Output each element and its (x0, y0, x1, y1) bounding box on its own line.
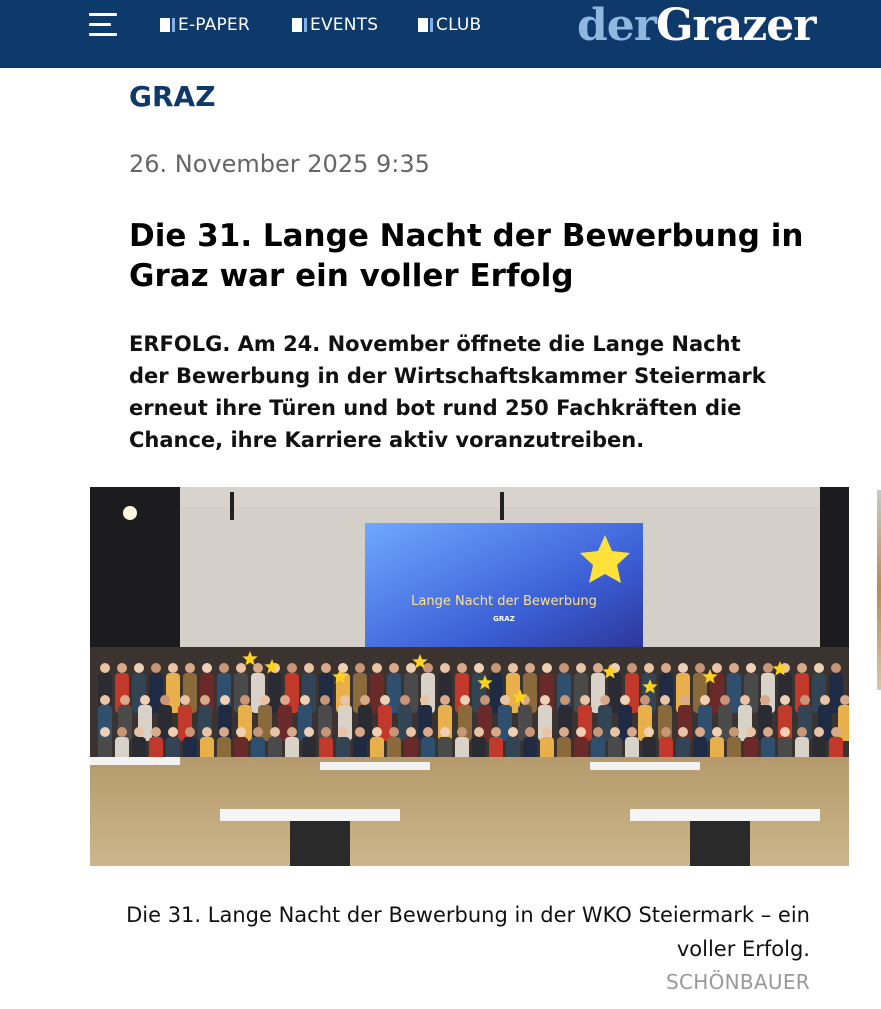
person-head (120, 695, 130, 705)
person-head (457, 727, 467, 737)
person-head (800, 695, 810, 705)
nav-link-label: EVENTS (310, 15, 379, 35)
nav-link-label: CLUB (436, 15, 482, 35)
photo-credit: SCHÖNBAUER (666, 970, 810, 994)
person-head (117, 727, 127, 737)
person-head (678, 727, 688, 737)
adjacent-image-edge (877, 490, 881, 690)
person-head (240, 695, 250, 705)
person-head (236, 663, 246, 673)
person-head (304, 727, 314, 737)
person-head (720, 695, 730, 705)
person-head (678, 663, 688, 673)
newspaper-icon (292, 18, 306, 32)
person-head (740, 695, 750, 705)
newspaper-icon (160, 18, 174, 32)
person-head (160, 695, 170, 705)
person-head (712, 727, 722, 737)
person-head (695, 727, 705, 737)
person-head (593, 663, 603, 673)
nav-link-club[interactable] (418, 13, 481, 37)
person-head (474, 727, 484, 737)
article-photo[interactable] (90, 487, 849, 866)
article-date: 26. November 2025 9:35 (129, 150, 430, 178)
person-head (219, 727, 229, 737)
person-head (559, 663, 569, 673)
person-head (200, 695, 210, 705)
person-head (797, 663, 807, 673)
person-head (236, 727, 246, 737)
person-head (540, 695, 550, 705)
person-head (610, 727, 620, 737)
person-head (372, 663, 382, 673)
section-label[interactable]: GRAZ (129, 80, 216, 113)
person-head (100, 695, 110, 705)
newspaper-icon (418, 18, 432, 32)
person-head (400, 695, 410, 705)
person-head (460, 695, 470, 705)
person-head (100, 727, 110, 737)
person-head (620, 695, 630, 705)
person-head (700, 695, 710, 705)
nav-link-epaper[interactable] (160, 13, 250, 37)
person-head (814, 663, 824, 673)
article-title: Die 31. Lange Nacht der Bewerbung in Graz war ein voller Erfolg (129, 218, 804, 294)
person-head (640, 695, 650, 705)
person-head (491, 663, 501, 673)
person-head (729, 663, 739, 673)
person-head (580, 695, 590, 705)
person-head (140, 695, 150, 705)
nav-link-label: E-PAPER (178, 15, 250, 35)
person-head (760, 695, 770, 705)
person-head (389, 727, 399, 737)
person-head (457, 663, 467, 673)
person-head (202, 727, 212, 737)
person-head (287, 727, 297, 737)
person-head (831, 727, 841, 737)
person-head (360, 695, 370, 705)
person-head (134, 663, 144, 673)
person-head (474, 663, 484, 673)
person-head (423, 727, 433, 737)
person-head (559, 727, 569, 737)
person-head (440, 727, 450, 737)
person-head (320, 695, 330, 705)
article-lead: ERFOLG. Am 24. November öffnete die Lange Nacht der Bewerbung in der Wirtschaftskammer Steiermark erneut ihre Türen und bot rund 250 Fachkräften die Chance, ihre Karriere aktiv voranzutreiben. (129, 332, 766, 452)
person-head (440, 695, 450, 705)
image-caption: Die 31. Lange Nacht der Bewerbung in der WKO Steiermark – ein voller Erfolg. (126, 903, 810, 961)
hamburger-menu-icon[interactable] (89, 13, 117, 39)
person-head (763, 727, 773, 737)
person-head (660, 695, 670, 705)
person-head (380, 695, 390, 705)
person-head (680, 695, 690, 705)
person-head (220, 695, 230, 705)
person-head (253, 663, 263, 673)
person-head (321, 727, 331, 737)
person-head (280, 695, 290, 705)
person-body (838, 705, 849, 741)
person-head (661, 663, 671, 673)
person-head (627, 663, 637, 673)
person-head (440, 663, 450, 673)
person-head (420, 695, 430, 705)
person-head (644, 727, 654, 737)
person-head (695, 663, 705, 673)
person-head (508, 727, 518, 737)
person-head (355, 663, 365, 673)
person-head (542, 727, 552, 737)
person-head (542, 663, 552, 673)
person-head (260, 695, 270, 705)
person-head (797, 727, 807, 737)
person-head (168, 663, 178, 673)
person-head (270, 727, 280, 737)
person-head (491, 727, 501, 737)
site-logo[interactable] (577, 0, 815, 54)
person-head (814, 727, 824, 737)
person-head (508, 663, 518, 673)
person-head (820, 695, 830, 705)
person-head (304, 663, 314, 673)
person-head (134, 727, 144, 737)
person-head (219, 663, 229, 673)
person-head (372, 727, 382, 737)
person-head (780, 695, 790, 705)
person-head (525, 727, 535, 737)
screen-title: Lange Nacht der Bewerbung (411, 594, 597, 609)
person-head (576, 663, 586, 673)
person-head (831, 663, 841, 673)
person-head (151, 727, 161, 737)
person-head (576, 727, 586, 737)
person-head (661, 727, 671, 737)
person-head (185, 727, 195, 737)
person-head (338, 727, 348, 737)
person-head (780, 727, 790, 737)
person-head (253, 727, 263, 737)
logo-part-grazer: Grazer (655, 0, 816, 51)
person-head (300, 695, 310, 705)
group-photo-illustration (90, 487, 849, 866)
person-head (406, 727, 416, 737)
person-head (763, 663, 773, 673)
person-head (117, 663, 127, 673)
person-head (600, 695, 610, 705)
person-head (355, 727, 365, 737)
person-head (627, 727, 637, 737)
person-head (406, 663, 416, 673)
person-head (151, 663, 161, 673)
person-head (100, 663, 110, 673)
person-head (389, 663, 399, 673)
person-head (500, 695, 510, 705)
person-head (644, 663, 654, 673)
person-head (287, 663, 297, 673)
screen-subtitle: GRAZ (493, 615, 515, 623)
person-head (480, 695, 490, 705)
nav-link-events[interactable] (292, 13, 378, 37)
person-head (593, 727, 603, 737)
logo-part-der: der (577, 0, 656, 51)
person-head (746, 663, 756, 673)
person-head (168, 727, 178, 737)
person-head (340, 695, 350, 705)
person-head (185, 663, 195, 673)
person-head (712, 663, 722, 673)
person-head (321, 663, 331, 673)
person-head (525, 663, 535, 673)
top-navigation-bar (0, 0, 881, 68)
person-head (746, 727, 756, 737)
person-head (202, 663, 212, 673)
person-head (180, 695, 190, 705)
person-head (729, 727, 739, 737)
person-head (560, 695, 570, 705)
